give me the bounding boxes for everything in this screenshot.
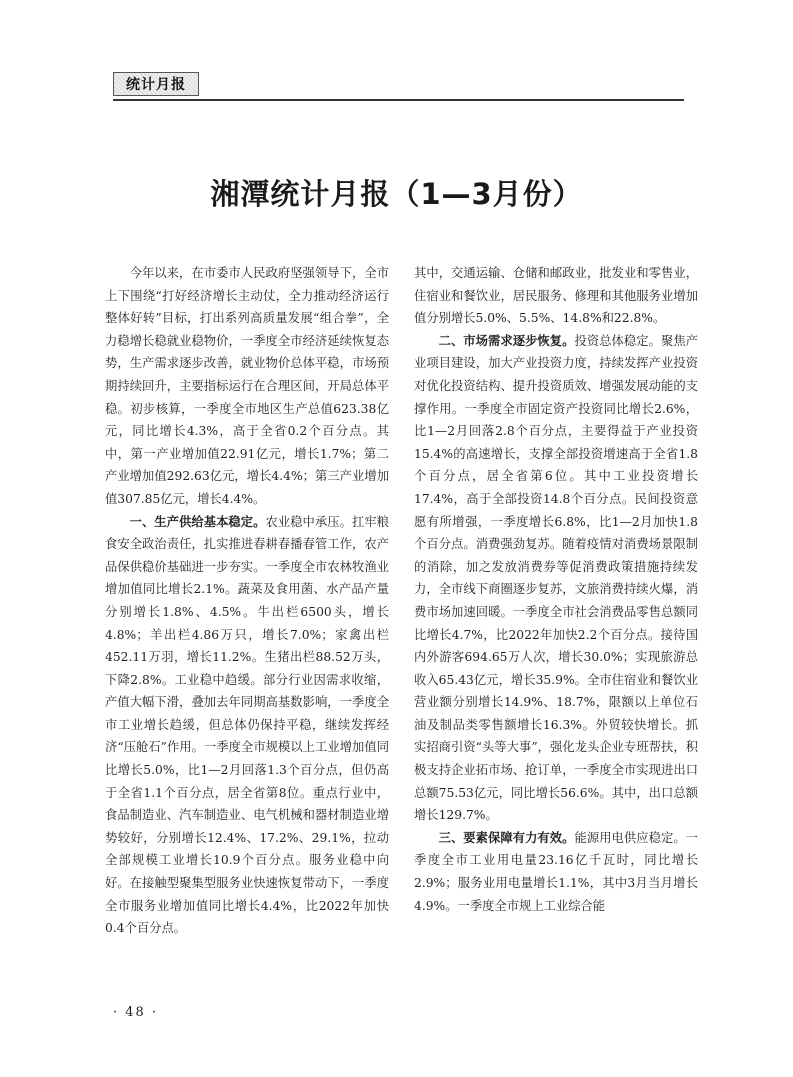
section-2-paragraph [414,330,698,827]
continued-paragraph: 其中，交通运输、仓储和邮政业，批发业和零售业，住宿业和餐饮业，居民服务、修理和其他服务业增加值分别增长5.0%、5.5%、14.8%和22.8%。 [414,266,698,326]
section-2-heading: 二、市场需求逐步恢复。 [438,333,575,348]
section-1-paragraph [105,511,389,940]
section-1-heading: 一、生产供给基本稳定。 [129,514,266,529]
page-number: · 48 · [113,1005,159,1020]
section-tag [113,72,199,96]
section-3-paragraph [414,827,698,917]
section-tag-label: 统计月报 [126,77,186,93]
left-column [105,262,389,940]
section-2-body: 投资总体稳定。聚焦产业项目建设，加大产业投资力度，持续发挥产业投资对优化投资结构、提升投资质效、增强发展动能的支撑作用。一季度全市固定资产投资同比增长2.6%，比1—2月回落2.8个百分点，主要得益于产业投资15.4%的高速增长，支撑全部投资增速高于全省1.8个百分点，居全省第6位。其中工业投资增长17.4%，高于全部投资14.8个百分点。民间投资意愿有所增强，一季度增长6.8%，比1—2月加快1.8个百分点。消费强劲复苏。随着疫情对消费场景限制的消除，加之发放消费券等促消费政策措施持续发力，全市线下商圈逐步复苏，文旅消费持续火爆，消费市场加速回暖。一季度全市社会消费品零售总额同比增长4.7%，比2022年加快2.2个百分点。接待国内外游客694.65万人次，增长30.0%；实现旅游总收入65.43亿元，增长35.9%。全市住宿业和餐饮业营业额分别增长14.9%、18.7%，限额以上单位石油及制品类零售额增长16.3%。外贸较快增长。抓实招商引资“头等大事”，强化龙头企业专班帮扶，积极支持企业拓市场、抢订单，一季度全市实现进出口总额75.53亿元，同比增长56.6%。其中，出口总额增长129.7%。 [414,333,698,823]
section-3-heading: 三、要素保障有力有效。 [438,830,575,845]
intro-paragraph: 今年以来，在市委市人民政府坚强领导下，全市上下围绕“打好经济增长主动仗，全力推动经济运行整体好转”目标，打出系列高质量发展“组合拳”，全力稳增长稳就业稳物价，一季度全市经济延续恢复态势，生产需求逐步改善，就业物价总体平稳，市场预期持续回升，主要指标运行在合理区间，开局总体平稳。初步核算，一季度全市地区生产总值623.38亿元，同比增长4.3%，高于全省0.2个百分点。其中，第一产业增加值22.91亿元，增长1.7%；第二产业增加值292.63亿元，增长4.4%；第三产业增加值307.85亿元，增长4.4%。 [105,266,389,506]
right-column [414,262,698,917]
section-1-body: 农业稳中承压。扛牢粮食安全政治责任，扎实推进春耕春播春管工作，农产品保供稳价基础进一步夯实。一季度全市农林牧渔业增加值同比增长2.1%。蔬菜及食用菌、水产品产量分别增长1.8%、4.5%。牛出栏6500头，增长4.8%；羊出栏4.86万只，增长7.0%；家禽出栏452.11万羽，增长11.2%。生猪出栏88.52万头，下降2.8%。工业稳中趋缓。部分行业因需求收缩，产值大幅下滑，叠加去年同期高基数影响，一季度全市工业增长趋缓，但总体仍保持平稳，继续发挥经济“压舱石”作用。一季度全市规模以上工业增加值同比增长5.0%，比1—2月回落1.3个百分点，但仍高于全省1.1个百分点，居全省第8位。重点行业中，食品制造业、汽车制造业、电气机械和器材制造业增势较好，分别增长12.4%、17.2%、29.1%，拉动全部规模工业增长10.9个百分点。服务业稳中向好。在接触型聚集型服务业快速恢复带动下，一季度全市服务业增加值同比增长4.4%，比2022年加快0.4个百分点。 [105,514,389,936]
article-title: 湘潭统计月报（1—3月份） [210,177,583,211]
header-divider [113,99,684,101]
section-3-body: 能源用电供应稳定。一季度全市工业用电量23.16亿千瓦时，同比增长2.9%；服务业用电量增长1.1%，其中3月当月增长4.9%。一季度全市规上工业综合能 [414,830,698,913]
